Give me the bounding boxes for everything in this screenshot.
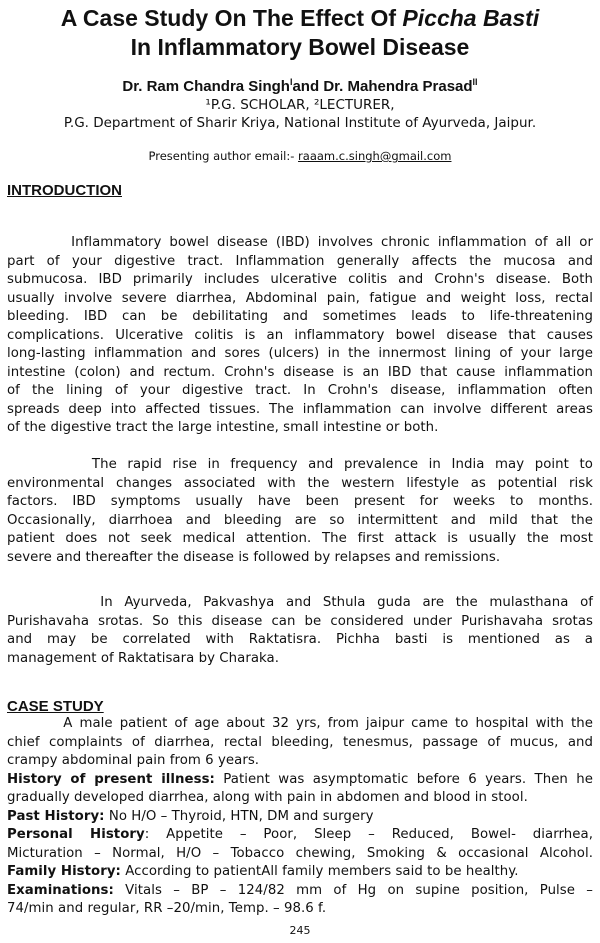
- field-label: Past History:: [7, 808, 105, 824]
- text-line: complications. Ulcerative colitis is an inflammatory bowel disease that causes: [7, 327, 593, 343]
- text-line: In Ayurveda, Pakvashya and Sthula guda are the mulasthana of: [7, 595, 593, 610]
- field-label: Family History:: [7, 864, 121, 879]
- case-study-body: [7, 715, 593, 919]
- text-line: 74/min and regular, RR –20/min, Temp. – 98.6 f.: [7, 901, 327, 916]
- text-line: patient does not seek medical attention. The first attack is usually the most: [7, 531, 593, 546]
- field-label: Examinations:: [7, 882, 114, 898]
- text-line: Inflammatory bowel disease (IBD) involves chronic inflammation of all or: [7, 235, 593, 250]
- text-line: usually involve severe diarrhea, Abdominal pain, fatigue and weight loss, rectal: [7, 290, 593, 306]
- family-history: [7, 863, 593, 882]
- introduction-paragraph-2: [7, 456, 593, 567]
- personal-history: [7, 826, 593, 845]
- field-value: According to patientAll family members said to be healthy.: [120, 864, 519, 879]
- field-value: : Appetite – Poor, Sleep – Reduced, Bowel- diarrhea,: [144, 827, 593, 842]
- text-line: Purishavaha srotas. So this disease can be considered under Purishavaha srotas: [7, 613, 593, 629]
- examinations: [7, 882, 593, 901]
- text-line: A male patient of age about 32 yrs, from jaipur came to hospital with the: [7, 716, 593, 731]
- text-line: gradually developed diarrhea, along with pain in abdomen and blood in stool.: [7, 790, 528, 805]
- field-label: History of present illness:: [7, 771, 215, 787]
- title-italic-term: Piccha Basti: [402, 5, 540, 31]
- title-line-2: In Inflammatory Bowel Disease: [130, 34, 470, 60]
- email-label: Presenting author email:-: [148, 149, 299, 163]
- text-line: spreads deep into affected tissues. The inflammation can involve different areas: [7, 401, 593, 417]
- text-line: chief complaints of diarrhea, rectal bleeding, tenesmus, passage of mucus, and: [7, 734, 593, 750]
- text-line: and may be correlated with Raktatisra. Pichha basti is mentioned as a: [7, 632, 593, 647]
- field-label: Personal History: [7, 827, 145, 842]
- title-line-1: [0, 4, 600, 33]
- email-address: raaam.c.singh@gmail.com: [298, 149, 452, 163]
- text-line: management of Raktatisara by Charaka.: [7, 650, 280, 666]
- text-line: The rapid rise in frequency and prevalence in India may point to: [7, 457, 593, 472]
- text-line: long-lasting inflammation and sores (ulcers) in the innermost lining of your large: [7, 346, 593, 361]
- field-value: Patient was asymptomatic before 6 years. Then he: [214, 771, 593, 787]
- author-conjunction: and: [292, 78, 324, 95]
- introduction-paragraph-3: [7, 594, 593, 668]
- introduction-paragraph-1: [7, 234, 593, 438]
- author-line: [0, 78, 600, 96]
- text-line: environmental changes associated with the western lifestyle as potential risk: [7, 475, 593, 491]
- text-line: Micturation – Normal, H/O – Tobacco chewing, Smoking & occasional Alcohol.: [7, 845, 593, 861]
- text-line: severe and thereafter the disease is followed by relapses and remissions.: [7, 549, 501, 565]
- text-line: part of your digestive tract. Inflammation generally affects the mucosa and: [7, 253, 593, 269]
- affiliation: P.G. Department of Sharir Kriya, National Institute of Ayurveda, Jaipur.: [63, 115, 537, 131]
- title-text: A Case Study On The Effect Of: [60, 5, 403, 31]
- author-2-mark: II: [472, 77, 478, 87]
- page-number: 245: [289, 924, 311, 937]
- field-value: No H/O – Thyroid, HTN, DM and surgery: [104, 808, 374, 824]
- text-line: crampy abdominal pain from 6 years.: [7, 753, 260, 768]
- author-roles: ¹P.G. SCHOLAR, ²LECTURER,: [205, 97, 395, 113]
- field-value: Vitals – BP – 124/82 mm of Hg on supine position, Pulse –: [113, 882, 593, 898]
- text-line: factors. IBD symptoms usually have been present for weeks to months.: [7, 494, 593, 509]
- paper-title: [0, 4, 600, 62]
- text-line: bleeding. IBD can be debilitating and sometimes leads to life-threatening: [7, 309, 593, 324]
- text-line: of the digestive tract the large intestine, small intestine or both.: [7, 420, 439, 435]
- author-1-mark: I: [289, 77, 293, 87]
- history-present-illness: [7, 771, 593, 790]
- author-2: Dr. Mahendra Prasad: [323, 78, 473, 95]
- introduction-heading: INTRODUCTION: [7, 182, 122, 199]
- text-line: of the lining of your digestive tract. In Crohn's disease, inflammation often: [7, 383, 593, 398]
- past-history: [7, 808, 593, 827]
- author-1: Dr. Ram Chandra Singh: [122, 78, 290, 95]
- presenting-author-email: [0, 149, 600, 164]
- text-line: Occasionally, diarrhoea and bleeding are so intermittent and mild that the: [7, 512, 593, 528]
- text-line: submucosa. IBD primarily includes ulcerative colitis and Crohn's disease. Both: [7, 272, 593, 287]
- case-study-heading: CASE STUDY: [7, 698, 104, 715]
- text-line: intestine (colon) and rectum. Crohn's disease is an IBD that cause inflammation: [7, 364, 593, 380]
